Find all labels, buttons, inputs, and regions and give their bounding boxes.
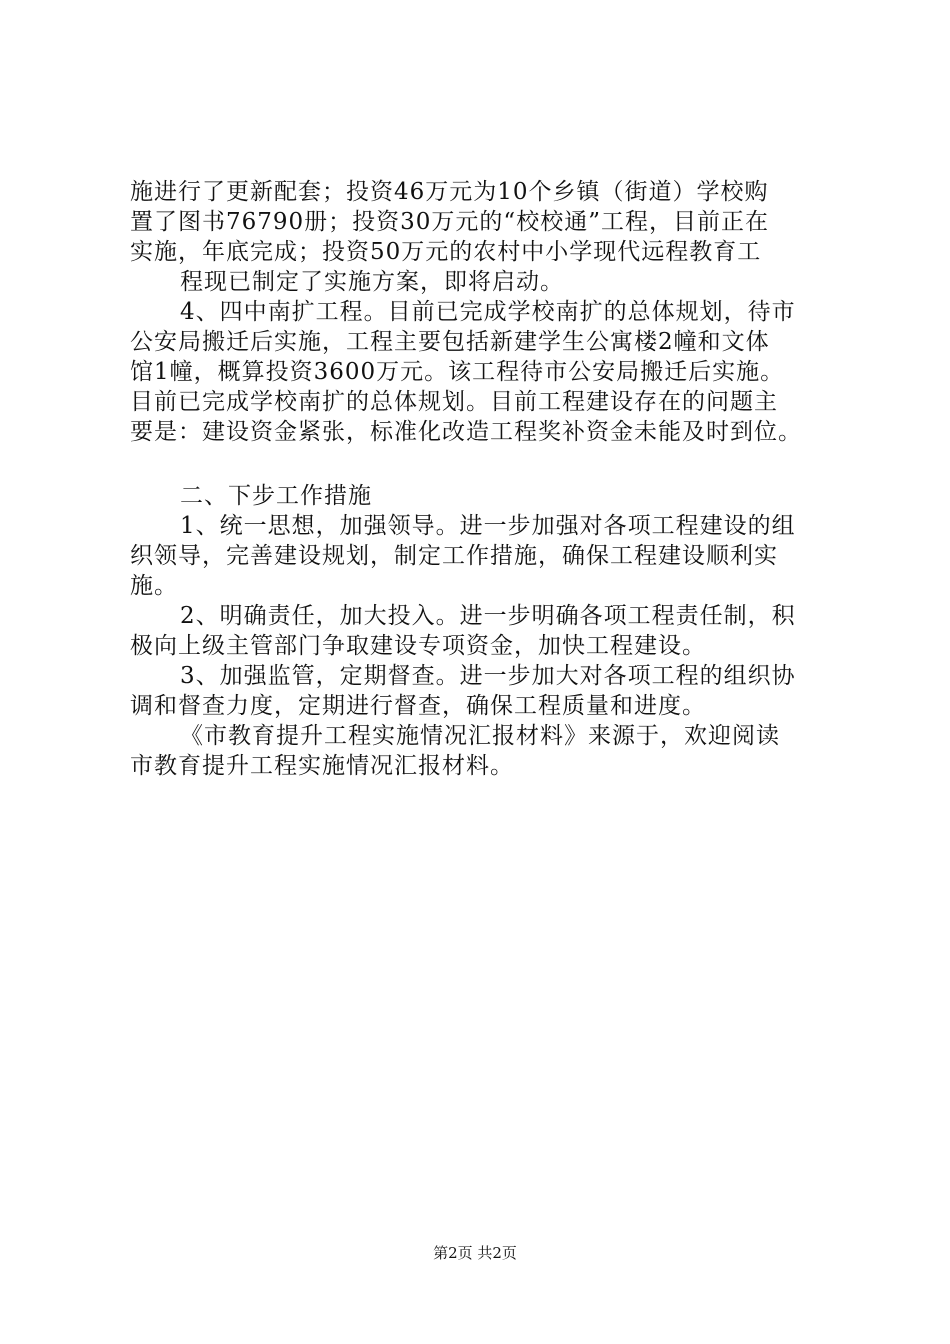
text-line: 要是：建设资金紧张，标准化改造工程奖补资金未能及时到位。 <box>130 419 802 445</box>
text-line: 置了图书76790册；投资30万元的“校校通”工程，目前正在 <box>130 209 769 235</box>
text-line: 目前已完成学校南扩的总体规划。目前工程建设存在的问题主 <box>130 389 778 415</box>
page-footer: 第2页 共2页 <box>433 1244 517 1262</box>
text-line: 公安局搬迁后实施，工程主要包括新建学生公寓楼2幢和文体 <box>130 329 770 355</box>
text-line: 4、四中南扩工程。目前已完成学校南扩的总体规划，待市 <box>180 299 796 325</box>
text-line: 3、加强监管，定期督查。进一步加大对各项工程的组织协 <box>180 663 796 689</box>
text-line: 织领导，完善建设规划，制定工作措施，确保工程建设顺利实 <box>130 543 778 569</box>
text-line: 极向上级主管部门争取建设专项资金，加快工程建设。 <box>130 633 706 659</box>
text-line: 施进行了更新配套；投资46万元为10个乡镇（街道）学校购 <box>130 179 769 205</box>
text-line: 调和督查力度，定期进行督查，确保工程质量和进度。 <box>130 693 706 719</box>
text-line: 2、明确责任，加大投入。进一步明确各项工程责任制，积 <box>180 603 796 629</box>
text-line: 馆1幢，概算投资3600万元。该工程待市公安局搬迁后实施。 <box>130 359 785 385</box>
text-line: 程现已制定了实施方案，即将启动。 <box>180 269 564 295</box>
text-line: 1、统一思想，加强领导。进一步加强对各项工程建设的组 <box>180 513 796 539</box>
text-line: 《市教育提升工程实施情况汇报材料》来源于，欢迎阅读 <box>180 723 780 749</box>
text-line: 市教育提升工程实施情况汇报材料。 <box>130 753 514 779</box>
section-heading: 二、下步工作措施 <box>180 483 372 509</box>
text-line: 施。 <box>130 573 178 599</box>
text-line: 实施，年底完成；投资50万元的农村中小学现代远程教育工 <box>130 239 762 265</box>
